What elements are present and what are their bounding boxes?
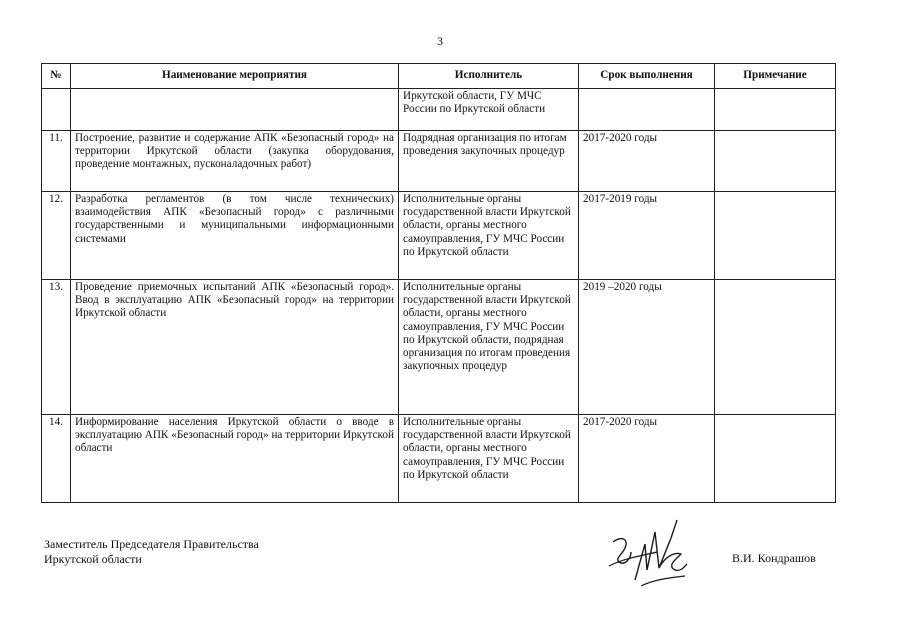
signatory-position-line: Заместитель Председателя Правительства [44,537,259,551]
page-number: 3 [437,34,443,48]
row-event: Информирование населения Иркутской области о вводе в эксплуатацию АПК «Безопасный город» на территории Иркутской области [71,415,399,503]
row-term [579,89,715,131]
row-event: Разработка регламентов (в том числе технических) взаимодействия АПК «Безопасный город» с различными государственными и муниципальными информационными системами [71,192,399,280]
signatory-position-line: Иркутской области [44,552,142,566]
row-term: 2017-2019 годы [579,192,715,280]
row-executor: Исполнительные органы государственной власти Иркутской области, органы местного самоуправления, ГУ МЧС России по Иркутской области, подрядная организация по итогам проведения закупочных процедур [399,280,579,415]
table-row [42,415,836,503]
header-note: Примечание [715,64,836,89]
row-executor: Подрядная организация по итогам проведения закупочных процедур [399,131,579,192]
row-note [715,415,836,503]
events-table [41,63,836,503]
table-header-row [42,64,836,89]
row-note [715,131,836,192]
row-executor: Исполнительные органы государственной власти Иркутской области, органы местного самоуправления, ГУ МЧС России по Иркутской области [399,415,579,503]
signatory-name: В.И. Кондрашов [732,551,816,565]
table-row [42,131,836,192]
row-number [42,89,71,131]
row-number: 11. [42,131,71,192]
row-note [715,192,836,280]
header-number: № [42,64,71,89]
row-event: Проведение приемочных испытаний АПК «Безопасный город». Ввод в эксплуатацию АПК «Безопасный город» на территории Иркутской области [71,280,399,415]
table-row [42,192,836,280]
handwritten-signature [605,508,695,593]
row-number: 13. [42,280,71,415]
table-row [42,89,836,131]
row-number: 14. [42,415,71,503]
row-number: 12. [42,192,71,280]
row-executor: Иркутской области, ГУ МЧС России по Иркутской области [399,89,579,131]
row-note [715,89,836,131]
row-event [71,89,399,131]
row-term: 2017-2020 годы [579,131,715,192]
row-term: 2019 –2020 годы [579,280,715,415]
table-row [42,280,836,415]
header-executor: Исполнитель [399,64,579,89]
row-executor: Исполнительные органы государственной власти Иркутской области, органы местного самоуправления, ГУ МЧС России по Иркутской области [399,192,579,280]
header-event-name: Наименование мероприятия [71,64,399,89]
signatory-position [44,537,259,567]
row-event: Построение, развитие и содержание АПК «Безопасный город» на территории Иркутской области (закупка оборудования, проведение монтажных, пусконаладочных работ) [71,131,399,192]
row-note [715,280,836,415]
header-term: Срок выполнения [579,64,715,89]
row-term: 2017-2020 годы [579,415,715,503]
